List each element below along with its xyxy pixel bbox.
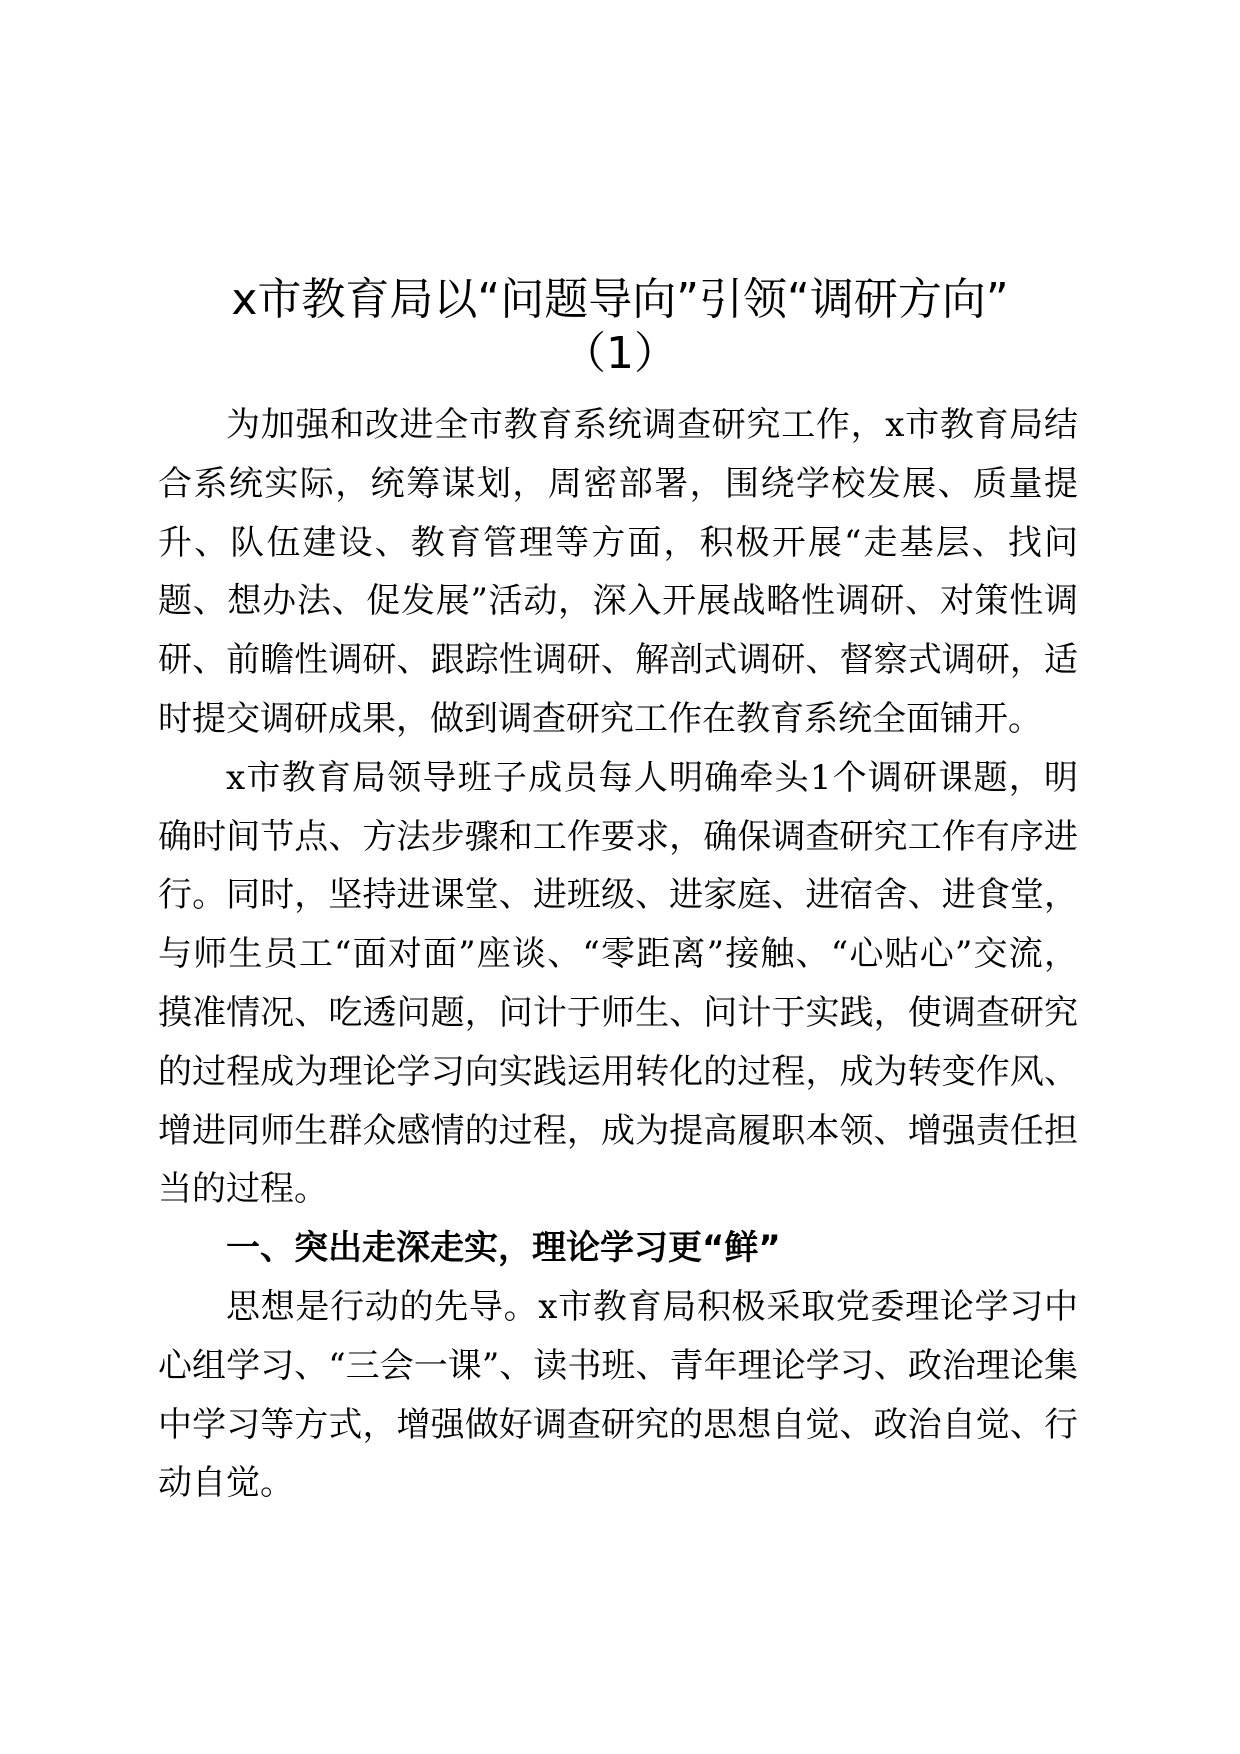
section-1-paragraph: 思想是行动的先导。x市教育局积极采取党委理论学习中心组学习、“三会一课”、读书班、青年理论学习、政治理论集中学习等方式，增强做好调查研究的思想自觉、政治自觉、行动自觉。 xyxy=(158,1286,1078,1504)
document-title-part-number: （1） xyxy=(562,328,678,379)
body-paragraph-2: x市教育局领导班子成员每人明确牵头1个调研课题，明确时间节点、方法步骤和工作要求，确保调查研究工作有序进行。同时，坚持进课堂、进班级、进家庭、进宿舍、进食堂，与师生员工“面对面”座谈、“零距离”接触、“心贴心”交流，摸准情况、吃透问题，问计于师生、问计于实践，使调查研究的过程成为理论学习向实践运用转化的过程，成为转变作风、增进同师生群众感情的过程，成为提高履职本领、增强责任担当的过程。 xyxy=(158,757,1078,1210)
body-paragraph-1: 为加强和改进全市教育系统调查研究工作，x市教育局结合系统实际，统筹谋划，周密部署，围绕学校发展、质量提升、队伍建设、教育管理等方面，积极开展“走基层、找问题、想办法、促发展”活动，深入开展战略性调研、对策性调研、前瞻性调研、跟踪性调研、解剖式调研、督察式调研，适时提交调研成果，做到调查研究工作在教育系统全面铺开。 xyxy=(158,405,1078,739)
document-title: x市教育局以“问题导向”引领“调研方向” xyxy=(231,274,1009,325)
document-body xyxy=(158,396,1078,1513)
section-heading-1: 一、突出走深走实，理论学习更“鲜” xyxy=(226,1228,781,1269)
